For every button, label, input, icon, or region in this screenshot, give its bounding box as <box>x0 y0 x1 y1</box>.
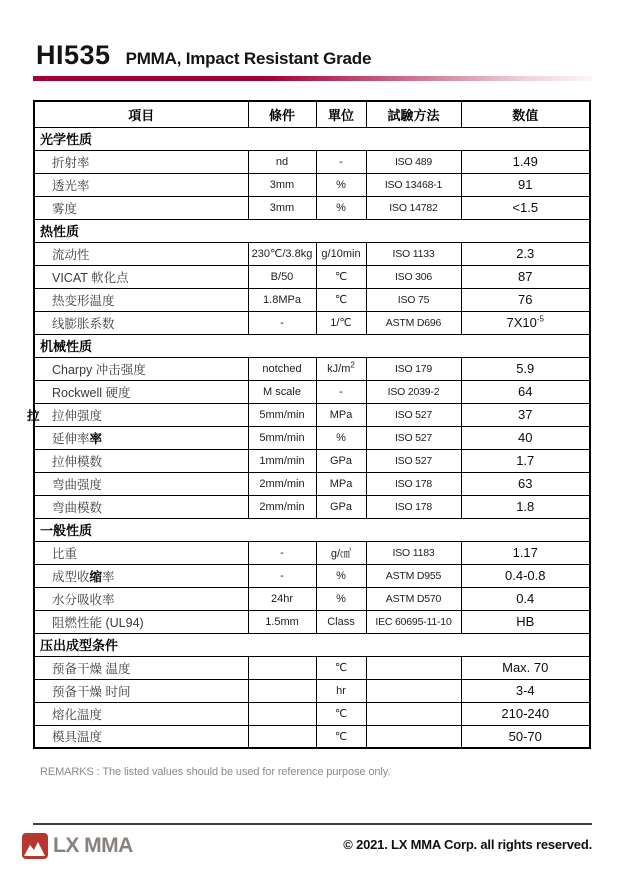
table-row <box>34 311 590 334</box>
cell-method: ISO 527 <box>366 449 461 472</box>
cell-method: ISO 306 <box>366 265 461 288</box>
cell-condition: 230℃/3.8kg <box>248 242 316 265</box>
cell-item: Charpy 冲击强度 <box>34 357 248 380</box>
table-row <box>34 380 590 403</box>
cell-value: 2.3 <box>461 242 590 265</box>
cell-value: <1.5 <box>461 196 590 219</box>
copyright-text: © 2021. LX MMA Corp. all rights reserved. <box>343 837 592 852</box>
cell-item: 熔化温度 <box>34 702 248 725</box>
cell-item: 拉伸模数 <box>34 449 248 472</box>
cell-method: ISO 75 <box>366 288 461 311</box>
table-row <box>34 150 590 173</box>
cell-condition: - <box>248 541 316 564</box>
cell-value: 37 <box>461 403 590 426</box>
cell-item: 弯曲模数 <box>34 495 248 518</box>
section-title: 光学性质 <box>34 127 590 150</box>
lx-mma-logo <box>22 833 133 859</box>
cell-condition: 5mm/min <box>248 426 316 449</box>
cell-value: 5.9 <box>461 357 590 380</box>
cell-item: 热变形温度 <box>34 288 248 311</box>
cell-item: 雾度 <box>34 196 248 219</box>
cell-item: 流动性 <box>34 242 248 265</box>
cell-value: 40 <box>461 426 590 449</box>
cell-value: 63 <box>461 472 590 495</box>
cell-item: 阻燃性能 (UL94) <box>34 610 248 633</box>
cell-text-part: 2 <box>350 359 355 369</box>
section-title: 压出成型条件 <box>34 633 590 656</box>
cell-condition: 1.8MPa <box>248 288 316 311</box>
cell-item: 弯曲强度 <box>34 472 248 495</box>
cell-condition: - <box>248 564 316 587</box>
cell-condition: 1.5mm <box>248 610 316 633</box>
remarks-text: REMARKS : The listed values should be used for reference purpose only. <box>40 766 391 778</box>
cell-method: IEC 60695-11-10 <box>366 610 461 633</box>
cell-method <box>366 702 461 725</box>
cell-text-part: kJ/m <box>327 362 351 375</box>
cell-item <box>27 403 248 426</box>
accent-gradient-rule <box>33 76 592 81</box>
cell-condition: 3mm <box>248 173 316 196</box>
cell-method <box>366 679 461 702</box>
cell-unit: % <box>316 173 366 196</box>
cell-item: Rockwell 硬度 <box>34 380 248 403</box>
cell-text-part: 延伸率 <box>52 431 90 446</box>
cell-unit: ℃ <box>316 725 366 748</box>
section-title: 热性质 <box>34 219 590 242</box>
spec-table-body <box>27 127 590 748</box>
cell-unit: ℃ <box>316 702 366 725</box>
table-row <box>34 288 590 311</box>
cell-unit: % <box>316 196 366 219</box>
cell-text-part: 率 <box>89 431 103 446</box>
section-title: 机械性质 <box>34 334 590 357</box>
cell-unit: hr <box>316 679 366 702</box>
page-title-subtitle: PMMA, Impact Resistant Grade <box>125 49 372 68</box>
cell-value: 87 <box>461 265 590 288</box>
table-row <box>34 495 590 518</box>
cell-value: 210-240 <box>461 702 590 725</box>
cell-text-part: 率 <box>102 569 115 584</box>
table-row <box>34 702 590 725</box>
cell-value: 91 <box>461 173 590 196</box>
cell-condition: nd <box>248 150 316 173</box>
cell-method: ISO 1133 <box>366 242 461 265</box>
cell-condition <box>248 656 316 679</box>
cell-method: ISO 13468-1 <box>366 173 461 196</box>
page-title-grade: HI535 <box>36 40 111 70</box>
table-row <box>34 679 590 702</box>
cell-item: 比重 <box>34 541 248 564</box>
cell-method: ISO 527 <box>366 426 461 449</box>
cell-condition: 3mm <box>248 196 316 219</box>
cell-value <box>461 311 590 334</box>
cell-method: ISO 489 <box>366 150 461 173</box>
cell-item: VICAT 軟化点 <box>34 265 248 288</box>
table-row <box>34 472 590 495</box>
spec-col-header: 條件 <box>248 101 316 127</box>
table-row <box>34 265 590 288</box>
cell-condition: 24hr <box>248 587 316 610</box>
cell-item: 模具温度 <box>34 725 248 748</box>
cell-method <box>366 656 461 679</box>
cell-text-part: 拉伸强度 <box>52 408 103 423</box>
cell-item: 预备干燥 时间 <box>34 679 248 702</box>
spec-col-header: 試驗方法 <box>366 101 461 127</box>
cell-value: 1.7 <box>461 449 590 472</box>
cell-text-part: 成型收 <box>52 569 90 584</box>
cell-method: ASTM D696 <box>366 311 461 334</box>
table-row <box>34 196 590 219</box>
cell-condition: 5mm/min <box>248 403 316 426</box>
cell-method: ISO 2039-2 <box>366 380 461 403</box>
spec-col-header: 項目 <box>34 101 248 127</box>
table-row <box>34 564 590 587</box>
cell-unit: ℃ <box>316 288 366 311</box>
cell-unit: g/10min <box>316 242 366 265</box>
cell-item <box>34 564 248 587</box>
table-row <box>34 403 590 426</box>
spec-header-row <box>34 101 590 127</box>
cell-value: 1.17 <box>461 541 590 564</box>
cell-value: 1.8 <box>461 495 590 518</box>
cell-condition: M scale <box>248 380 316 403</box>
cell-unit: GPa <box>316 449 366 472</box>
section-title-row <box>34 633 590 656</box>
cell-unit: % <box>316 587 366 610</box>
cell-method: ASTM D570 <box>366 587 461 610</box>
cell-value: 50-70 <box>461 725 590 748</box>
spec-col-header: 單位 <box>316 101 366 127</box>
cell-value: Max. 70 <box>461 656 590 679</box>
table-row <box>34 357 590 380</box>
cell-condition <box>248 679 316 702</box>
cell-item: 水分吸收率 <box>34 587 248 610</box>
cell-condition: 1mm/min <box>248 449 316 472</box>
cell-condition: 2mm/min <box>248 495 316 518</box>
table-row <box>34 173 590 196</box>
cell-value: 0.4 <box>461 587 590 610</box>
section-title-row <box>34 127 590 150</box>
cell-unit: 1/℃ <box>316 311 366 334</box>
lx-logo-text: LX MMA <box>53 834 133 857</box>
cell-item: 线膨胀系数 <box>34 311 248 334</box>
section-title-row <box>34 518 590 541</box>
cell-value: 76 <box>461 288 590 311</box>
footer-divider <box>33 823 592 825</box>
cell-unit: % <box>316 426 366 449</box>
cell-unit: ℃ <box>316 265 366 288</box>
cell-value: HB <box>461 610 590 633</box>
cell-method: ISO 14782 <box>366 196 461 219</box>
spec-col-header: 数值 <box>461 101 590 127</box>
cell-value: 64 <box>461 380 590 403</box>
cell-unit: MPa <box>316 403 366 426</box>
cell-value: 3-4 <box>461 679 590 702</box>
cell-unit: MPa <box>316 472 366 495</box>
table-row <box>34 541 590 564</box>
table-row <box>34 587 590 610</box>
table-row <box>34 426 590 449</box>
cell-item: 预备干燥 温度 <box>34 656 248 679</box>
cell-unit: g/㎤ <box>316 541 366 564</box>
section-title: 一般性质 <box>34 518 590 541</box>
cell-unit <box>316 357 366 380</box>
cell-unit: % <box>316 564 366 587</box>
spec-table <box>27 100 591 749</box>
lx-logo-mark-icon <box>22 833 48 859</box>
cell-condition: - <box>248 311 316 334</box>
cell-item <box>34 426 248 449</box>
cell-value: 0.4-0.8 <box>461 564 590 587</box>
spec-table-head <box>34 101 590 127</box>
cell-unit: - <box>316 380 366 403</box>
table-row <box>34 725 590 748</box>
doc-header <box>36 40 592 71</box>
cell-value: 1.49 <box>461 150 590 173</box>
cell-condition <box>248 702 316 725</box>
cell-condition: B/50 <box>248 265 316 288</box>
cell-method: ISO 178 <box>366 495 461 518</box>
cell-condition: notched <box>248 357 316 380</box>
cell-condition: 2mm/min <box>248 472 316 495</box>
cell-unit: ℃ <box>316 656 366 679</box>
table-row <box>34 242 590 265</box>
cell-unit: Class <box>316 610 366 633</box>
cell-method: ISO 178 <box>366 472 461 495</box>
cell-item: 透光率 <box>34 173 248 196</box>
cell-item: 折射率 <box>34 150 248 173</box>
cell-method: ISO 527 <box>366 403 461 426</box>
cell-text-part: 7X10 <box>506 315 537 330</box>
table-row <box>34 656 590 679</box>
cell-text-part: 拉 <box>27 408 40 423</box>
cell-method: ISO 179 <box>366 357 461 380</box>
table-row <box>34 610 590 633</box>
cell-text-part: 缩 <box>89 569 103 584</box>
cell-method <box>366 725 461 748</box>
section-title-row <box>34 334 590 357</box>
cell-condition <box>248 725 316 748</box>
cell-method: ISO 1183 <box>366 541 461 564</box>
cell-text-part: -5 <box>536 314 544 324</box>
section-title-row <box>34 219 590 242</box>
table-row <box>34 449 590 472</box>
cell-unit: GPa <box>316 495 366 518</box>
cell-method: ASTM D955 <box>366 564 461 587</box>
cell-unit: - <box>316 150 366 173</box>
